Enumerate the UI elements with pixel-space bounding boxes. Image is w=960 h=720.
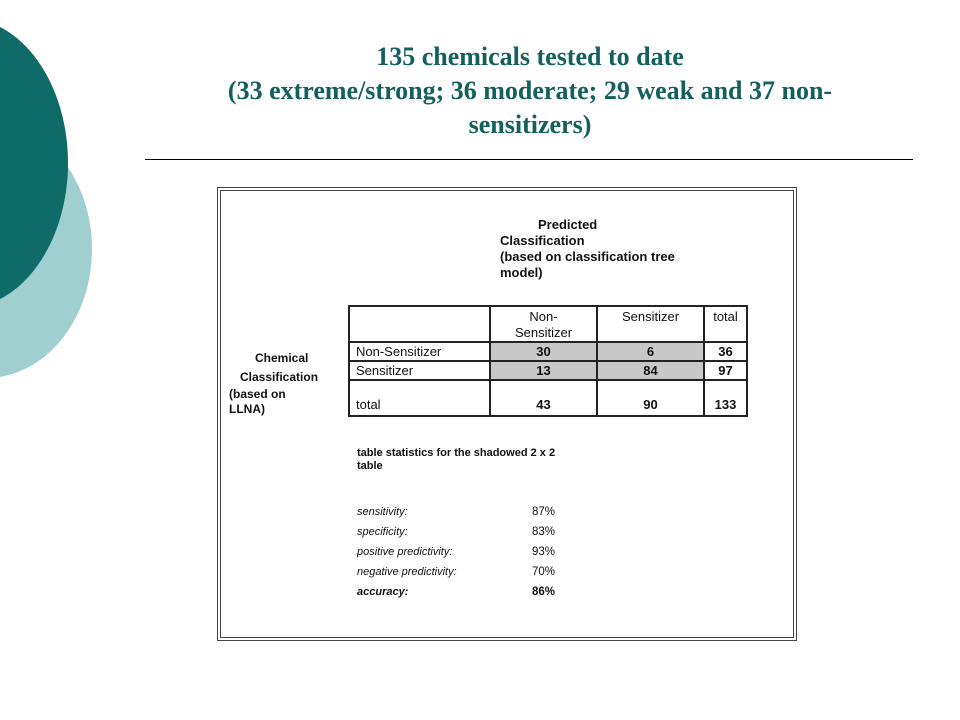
- slide-title: [140, 40, 920, 142]
- slide-title-line-3: sensitizers): [468, 110, 592, 139]
- row-header-line: Chemical: [255, 351, 309, 365]
- stat-value-positive-predictivity: 93%: [532, 546, 556, 558]
- col-header-line: Sensitizer: [514, 325, 573, 340]
- stat-label-sensitivity: sensitivity:: [357, 506, 408, 518]
- cell-value: 13: [490, 361, 597, 380]
- stats-title: [357, 447, 597, 473]
- col-header-line: Non-: [529, 309, 558, 324]
- table-corner-cell: [349, 306, 490, 342]
- row-label: Sensitizer: [349, 361, 490, 380]
- stat-label-negative-predictivity: negative predictivity:: [357, 566, 457, 578]
- col-header-sensitizer: Sensitizer: [597, 306, 704, 342]
- cell-value: 84: [597, 361, 704, 380]
- row-header-line: LLNA): [229, 402, 265, 416]
- col-header-total: total: [704, 306, 747, 342]
- stat-value-specificity: 83%: [532, 526, 556, 538]
- table-header-row: [349, 306, 747, 342]
- cell-value: 30: [490, 342, 597, 361]
- confusion-matrix-table: [348, 305, 748, 417]
- row-header-line: (based on: [229, 387, 286, 401]
- table-row: [349, 380, 747, 416]
- stat-value-accuracy: 86%: [532, 586, 556, 598]
- stat-value-negative-predictivity: 70%: [532, 566, 556, 578]
- row-label: total: [349, 380, 490, 416]
- chemical-classification-header: [229, 349, 339, 417]
- row-header-line: Classification: [240, 370, 319, 384]
- stats-title-line: table statistics for the shadowed 2 x 2: [357, 447, 556, 459]
- slide-title-line-2: (33 extreme/strong; 36 moderate; 29 weak and 37 non-: [227, 76, 833, 105]
- predicted-header-line: (based on classification tree: [500, 249, 675, 264]
- table-row: [349, 342, 747, 361]
- cell-value: 90: [597, 380, 704, 416]
- stat-label-accuracy: accuracy:: [357, 586, 409, 598]
- cell-value: 6: [597, 342, 704, 361]
- stat-label-specificity: specificity:: [357, 526, 408, 538]
- cell-total: 133: [704, 380, 747, 416]
- predicted-header-line: model): [500, 265, 543, 280]
- slide-title-line-1: 135 chemicals tested to date: [376, 42, 684, 71]
- title-divider: [145, 159, 913, 160]
- classification-figure: [217, 187, 797, 641]
- cell-total: 36: [704, 342, 747, 361]
- predicted-header-line: Predicted: [538, 217, 598, 232]
- stat-label-positive-predictivity: positive predictivity:: [357, 546, 453, 558]
- table-row: [349, 361, 747, 380]
- cell-value: 43: [490, 380, 597, 416]
- stats-title-line: table: [357, 460, 383, 472]
- col-header-non-sensitizer: [490, 306, 597, 342]
- row-label: Non-Sensitizer: [349, 342, 490, 361]
- predicted-classification-header: [500, 217, 720, 281]
- stat-value-sensitivity: 87%: [532, 506, 556, 518]
- cell-total: 97: [704, 361, 747, 380]
- predicted-header-line: Classification: [500, 233, 585, 248]
